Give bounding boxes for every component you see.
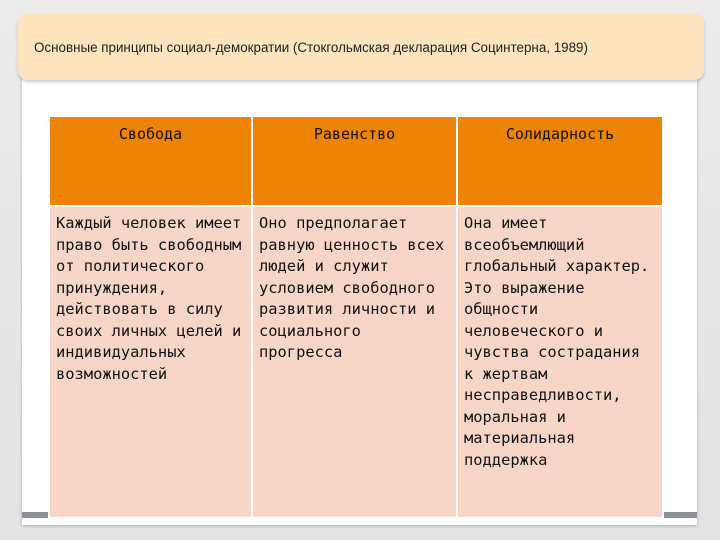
cell-freedom: Каждый человек имеет право быть свободным от политического принуждения, действовать в силу своих личных целей и индивидуальных возможностей	[49, 206, 252, 518]
table-row	[49, 206, 663, 518]
cell-equality: Оно предполагает равную ценность всех людей и служит условием свободного развития личности и социального прогресса	[252, 206, 457, 518]
title-banner	[18, 14, 704, 80]
header-equality: Равенство	[252, 116, 457, 206]
header-solidarity: Солидарность	[457, 116, 663, 206]
principles-table	[48, 115, 664, 519]
table-header-row	[49, 116, 663, 206]
slide-title: Основные принципы социал-демократии (Стокгольмская декларация Социнтерна, 1989)	[34, 39, 588, 55]
header-freedom: Свобода	[49, 116, 252, 206]
cell-solidarity: Она имеет всеобъемлющий глобальный характер. Это выражение общности человеческого и чувства сострадания к жертвам несправедливости, моральная и материальная поддержка	[457, 206, 663, 518]
